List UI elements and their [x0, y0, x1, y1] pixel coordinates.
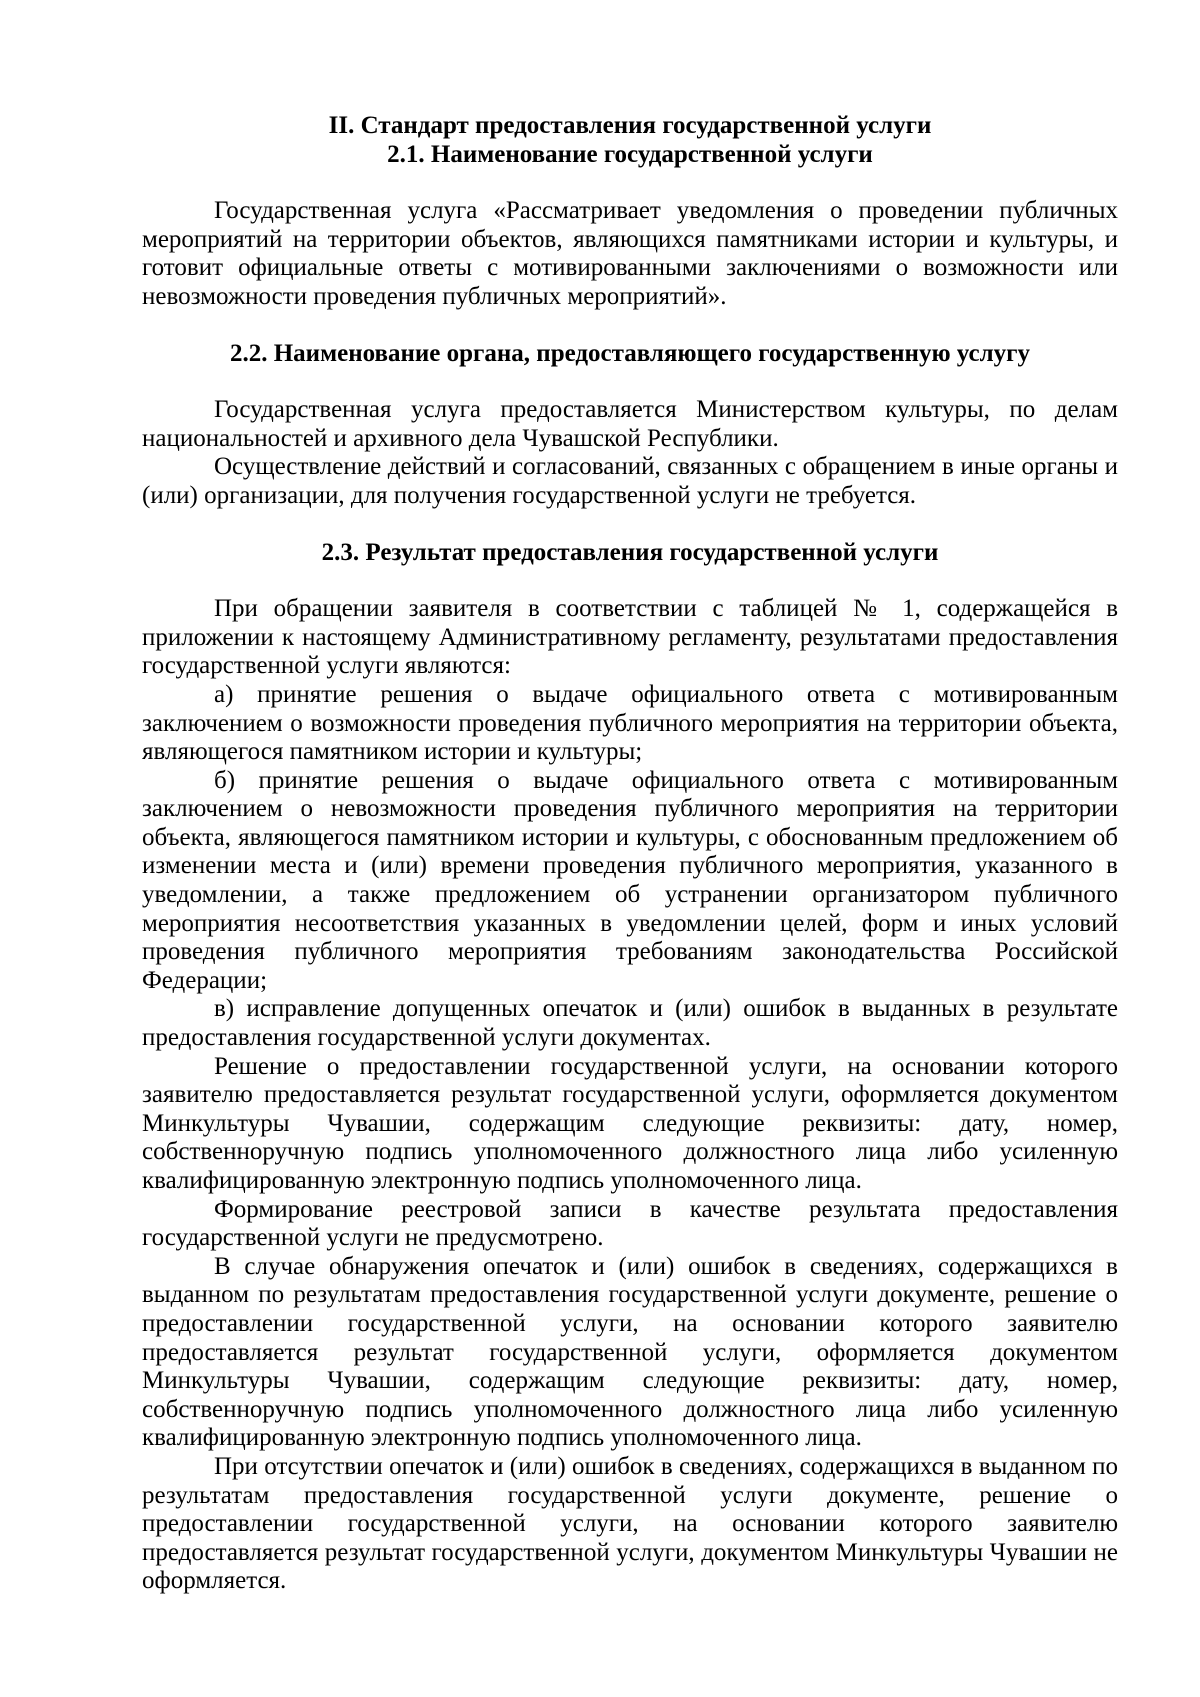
heading-2-3: 2.3. Результат предоставления государственной услуги — [321, 538, 939, 566]
list-item-a: а) принятие решения о выдаче официального ответа с мотивированным заключением о возможности проведения публичного мероприятия на территории объекта, являющегося памятником истории и культуры; — [142, 680, 1118, 766]
paragraph-2-2-2: Осуществление действий и согласований, связанных с обращением в иные органы и (или) организации, для получения государственной услуги не требуется. — [142, 453, 1118, 509]
document-body — [142, 112, 1118, 1596]
section-title: II. Стандарт предоставления государственной услуги — [328, 112, 932, 139]
list-item-b: б) принятие решения о выдаче официального ответа с мотивированным заключением о невозможности проведения публичного мероприятия на территории объекта, являющегося памятником истории и культуры, с обоснованным предложением об изменении места и (или) времени проведения публичного мероприятия, указанного в уведомлении, а также предложением об устранении организатором публичного мероприятия несоответствия указанных в уведомлении целей, форм и иных условий проведения публичного мероприятия требованиям законодательства Российской Федерации; — [142, 766, 1118, 994]
list-item-v: в) исправление допущенных опечаток и (или) ошибок в выданных в результате предоставления государственной услуги документах. — [142, 995, 1118, 1052]
paragraph-2-3-registry: Формирование реестровой записи в качестве результата предоставления государственной услуги не предусмотрено. — [142, 1195, 1118, 1252]
paragraph-2-3-no-errors: При отсутствии опечаток и (или) ошибок в сведениях, содержащихся в выданном по результатам предоставления государственной услуги документе, решение о предоставлении государственной услуги, на основании которого заявителю предоставляется результат государственной услуги, документом Минкультуры Чувашии не оформляется. — [142, 1452, 1118, 1595]
paragraph-2-1-1: Государственная услуга «Рассматривает уведомления о проведении публичных мероприятий на территории объектов, являющихся памятниками истории и культуры, и готовит официальные ответы с мотивированными заключениями о возможности или невозможности проведения публичных мероприятий». — [142, 197, 1118, 310]
paragraph-2-3-decision: Решение о предоставлении государственной услуги, на основании которого заявителю предоставляется результат государственной услуги, оформляется документом Минкультуры Чувашии, содержащим следующие реквизиты: дату, номер, собственноручную подпись уполномоченного должностного лица либо усиленную квалифицированную электронную подпись уполномоченного лица. — [142, 1052, 1118, 1194]
heading-2-2: 2.2. Наименование органа, предоставляющего государственную услугу — [229, 339, 1031, 367]
paragraph-2-3-1: При обращении заявителя в соответствии с таблицей № 1, содержащейся в приложении к настоящему Административному регламенту, результатами предоставления государственной услуги являются: — [142, 595, 1118, 680]
heading-2-1: 2.1. Наименование государственной услуги — [387, 140, 873, 168]
paragraph-2-2-1: Государственная услуга предоставляется Министерством культуры, по делам национальностей и архивного дела Чувашской Республики. — [142, 396, 1118, 452]
paragraph-2-3-errors-found: В случае обнаружения опечаток и (или) ошибок в сведениях, содержащихся в выданном по результатам предоставления государственной услуги документе, решение о предоставлении государственной услуги, на основании которого заявителю предоставляется результат государственной услуги, оформляется документом Минкультуры Чувашии, содержащим следующие реквизиты: дату, номер, собственноручную подпись уполномоченного должностного лица либо усиленную квалифицированную электронную подпись уполномоченного лица. — [142, 1252, 1118, 1452]
